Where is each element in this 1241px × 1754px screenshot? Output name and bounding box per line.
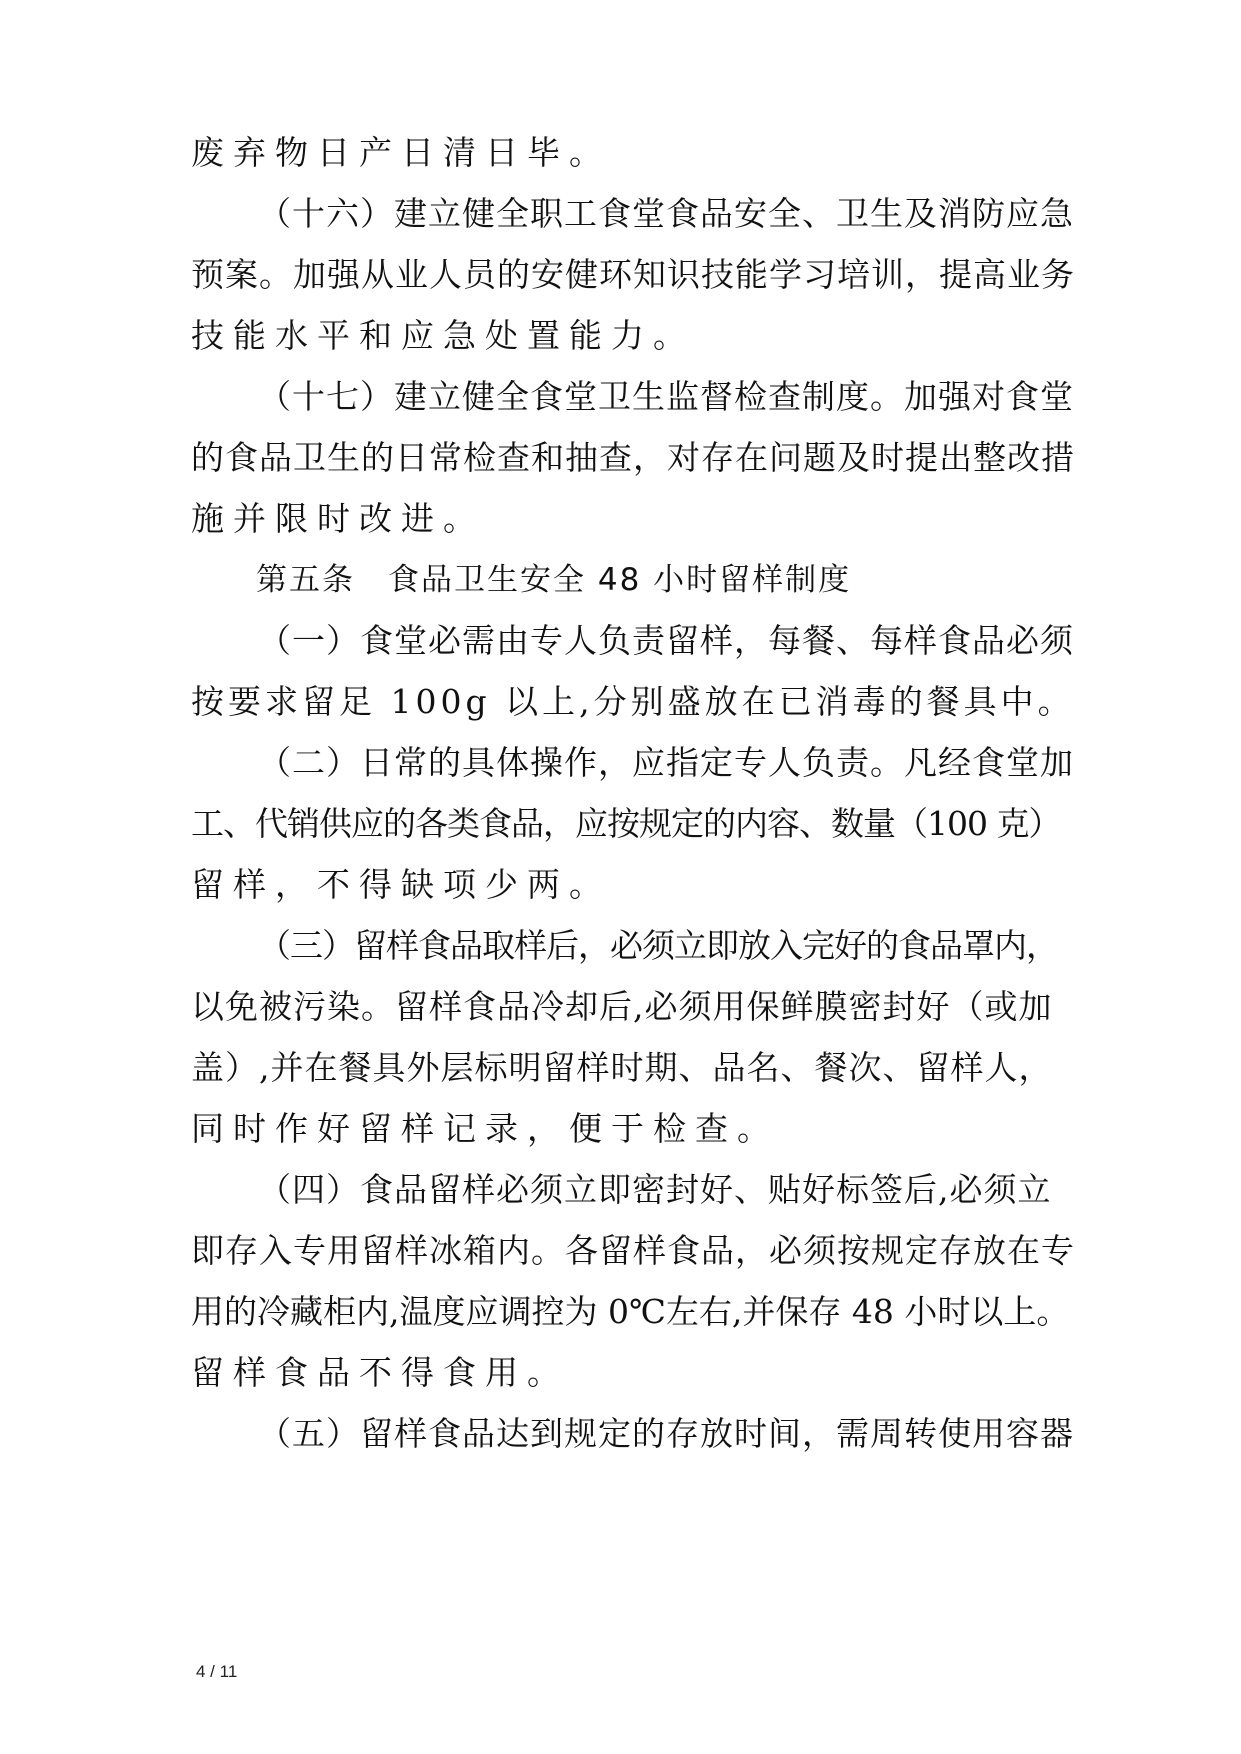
paragraph-line: 技能水平和应急处置能力。 xyxy=(191,316,695,355)
paragraph-line: 用的冷藏柜内,温度应调控为 0℃左右,并保存 48 小时以上。 xyxy=(191,1292,1070,1331)
page-number: 4 / 11 xyxy=(196,1662,238,1681)
paragraph-line: 废弃物日产日清日毕。 xyxy=(191,133,611,172)
paragraph-line: 工、代销供应的各类食品，应按规定的内容、数量（100 克） xyxy=(191,804,1061,843)
paragraph-line: 留样食品不得食用。 xyxy=(191,1353,569,1392)
paragraph-line: （十六）建立健全职工食堂食品安全、卫生及消防应急 xyxy=(258,194,1074,233)
paragraph-line: 同时作好留样记录，便于检查。 xyxy=(191,1109,779,1148)
section-heading: 第五条 食品卫生安全 48 小时留样制度 xyxy=(256,562,852,598)
paragraph-line: 即存入专用留样冰箱内。各留样食品，必须按规定存放在专 xyxy=(191,1231,1075,1270)
paragraph-line: 按要求留足 100g 以上,分别盛放在已消毒的餐具中。 xyxy=(191,682,1075,721)
paragraph-line: （五）留样食品达到规定的存放时间，需周转使用容器 xyxy=(258,1414,1074,1453)
paragraph-line: （一）食堂必需由专人负责留样，每餐、每样食品必须 xyxy=(258,621,1074,660)
paragraph-line: 预案。加强从业人员的安健环知识技能学习培训，提高业务 xyxy=(191,255,1075,294)
paragraph-line: （二）日常的具体操作，应指定专人负责。凡经食堂加 xyxy=(258,743,1074,782)
paragraph-line: （四）食品留样必须立即密封好、贴好标签后,必须立 xyxy=(258,1170,1052,1209)
paragraph-line: 留样，不得缺项少两。 xyxy=(191,865,611,904)
paragraph-line: 的食品卫生的日常检查和抽查，对存在问题及时提出整改措 xyxy=(191,438,1075,477)
paragraph-line: 以免被污染。留样食品冷却后,必须用保鲜膜密封好（或加 xyxy=(191,987,1053,1026)
paragraph-line: 施并限时改进。 xyxy=(191,499,485,538)
paragraph-line: 盖）,并在餐具外层标明留样时期、品名、餐次、留样人， xyxy=(191,1048,1053,1087)
paragraph-line: （三）留样食品取样后，必须立即放入完好的食品罩内， xyxy=(258,926,1058,965)
paragraph-line: （十七）建立健全食堂卫生监督检查制度。加强对食堂 xyxy=(258,377,1074,416)
